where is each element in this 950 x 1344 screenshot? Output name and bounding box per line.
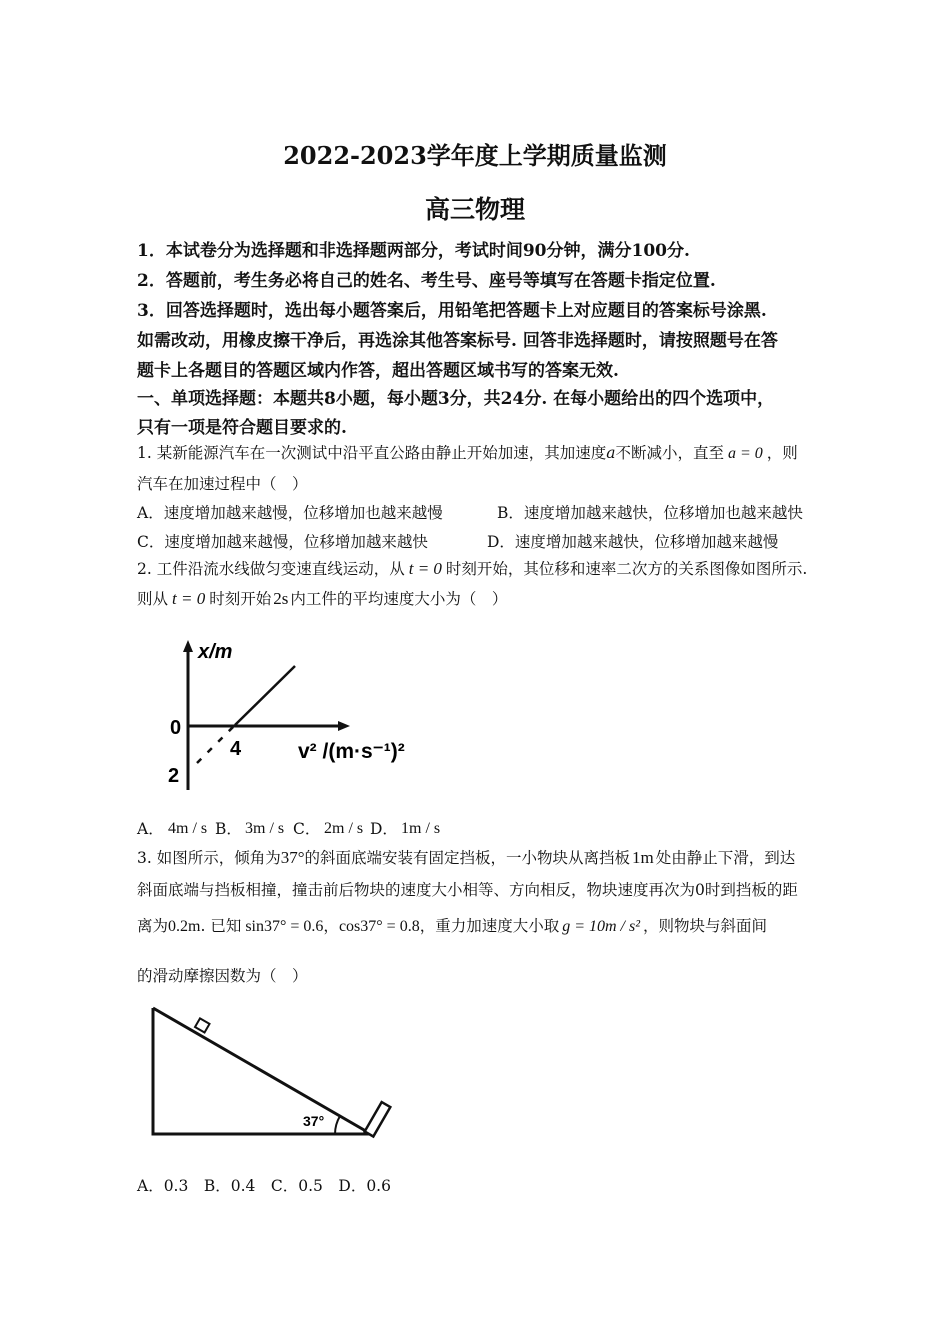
q2-origin-label: 0 — [170, 717, 182, 739]
q2-option-a-label: A． — [137, 820, 164, 838]
q2-x-tick-label: 4 — [230, 738, 242, 760]
q1-stem-line-2: 汽车在加速过程中（ ） — [137, 475, 308, 493]
q2-text-a: 2. 工件沿流水线做匀变速直线运动，从 — [137, 560, 405, 578]
q3-text-l3i: ，则物块与斜面间 — [643, 917, 768, 935]
q2-graph-line — [235, 666, 295, 725]
q2-option-b-value: 3m / s — [245, 820, 285, 837]
q3-stem-line-2: 斜面底端与挡板相撞，撞击前后物块的速度大小相等、方向相反，物块速度再次为0时到挡板的距 — [137, 881, 798, 899]
q1-option-c: C．速度增加越来越慢，位移增加越来越快 — [137, 533, 428, 551]
q3-math-sin: sin37° = 0.6 — [245, 918, 324, 935]
q2-y-label: x/m — [198, 641, 233, 663]
q3-text-l3e: ， — [323, 917, 339, 935]
q2-text-c: 时刻开始，其位移和速率二次方的关系图像如图所示. — [445, 560, 808, 578]
q1-math-a-zero: a = 0 — [727, 445, 763, 462]
q3-block — [195, 1018, 210, 1032]
q2-option-b-label: B． — [215, 820, 242, 838]
q2-text-l2e: 内工件的平均速度大小为（ ） — [290, 590, 508, 608]
q3-math-37deg: 37° — [280, 848, 305, 867]
q3-text-c: 的斜面底端安装有固定挡板，一小物块从离挡板 — [304, 849, 631, 867]
q2-x-label: v² /(m·s⁻¹)² — [298, 740, 405, 763]
q3-figure — [145, 1000, 405, 1145]
q2-stem-line-1 — [137, 557, 807, 579]
q3-math-cos: cos37° = 0.8 — [338, 918, 420, 935]
q3-text-a: 3. 如图所示，倾角为 — [137, 849, 281, 867]
q3-angle-label: 37° — [303, 1113, 325, 1129]
q1-text-e: ，则 — [766, 444, 798, 462]
q2-graph — [150, 630, 480, 800]
q2-math-t0-2: t = 0 — [172, 589, 206, 608]
q2-option-d-value: 1m / s — [401, 820, 441, 837]
q3-stem-line-4: 的滑动摩擦因数为（ ） — [137, 967, 308, 985]
section-heading-line-2: 只有一项是符合题目要求的. — [137, 418, 347, 438]
q2-stem-line-2 — [137, 587, 507, 609]
q3-stem-line-3 — [137, 914, 767, 936]
page-title: 2022-2023学年度上学期质量监测 — [283, 141, 667, 170]
q1-var-a: a — [606, 444, 616, 462]
q3-math-1m: 1m — [632, 848, 654, 867]
section-heading-line-1: 一、单项选择题：本题共8小题，每小题3分，共24分. 在每小题给出的四个选项中， — [137, 389, 775, 409]
q2-math-2s: 2s — [273, 589, 289, 608]
q2-y-arrow-icon — [183, 640, 193, 652]
note-3-line-3: 题卡上各题目的答题区域内作答，超出答题区域书写的答案无效. — [137, 361, 619, 381]
q2-option-d-label: D． — [370, 820, 398, 838]
q3-text-l3a: 离为 — [137, 917, 169, 935]
note-1: 1．本试卷分为选择题和非选择题两部分，考试时间90分钟，满分100分. — [137, 241, 690, 261]
q3-options: A．0.3 B．0.4 C．0.5 D．0.6 — [137, 1177, 391, 1195]
q1-option-d: D．速度增加越来越快，位移增加越来越慢 — [487, 533, 779, 551]
q3-incline-slope — [153, 1008, 371, 1134]
q1-text-a: 1. 某新能源汽车在一次测试中沿平直公路由静止开始加速，其加速度 — [137, 444, 607, 462]
note-2: 2．答题前，考生务必将自己的姓名、考生号、座号等填写在答题卡指定位置. — [137, 271, 716, 291]
q1-text-c: 不断减小，直至 — [615, 444, 724, 462]
q2-text-l2a: 则从 — [137, 590, 169, 608]
q1-option-a: A．速度增加越来越慢，位移增加也越来越慢 — [137, 504, 443, 522]
page-subtitle: 高三物理 — [424, 195, 525, 224]
q3-math-g: g = 10m / s² — [562, 918, 641, 935]
note-3-line-1: 3．回答选择题时，选出每小题答案后，用铅笔把答题卡上对应题目的答案标号涂黑. — [137, 301, 767, 321]
q2-x-arrow-icon — [338, 721, 350, 731]
q2-option-c-value: 2m / s — [324, 820, 364, 837]
q3-math-02m: 0.2m — [168, 918, 201, 935]
q3-text-l3g: ，重力加速度大小取 — [419, 917, 560, 935]
q2-option-c-label: C． — [293, 820, 321, 838]
q3-stem-line-1 — [137, 846, 795, 868]
q3-text-l3c: . 已知 — [200, 917, 242, 935]
q3-text-e: 处由静止下滑，到达 — [655, 849, 796, 867]
q2-option-a-value: 4m / s — [168, 820, 208, 837]
q1-stem-line-1 — [137, 441, 798, 463]
q1-option-b: B．速度增加越来越快，位移增加也越来越快 — [497, 504, 803, 522]
q3-angle-arc — [335, 1116, 340, 1134]
note-3-line-2: 如需改动，用橡皮擦干净后，再选涂其他答案标号. 回答非选择题时，请按照题号在答 — [137, 331, 778, 351]
q2-y-tick-label: 2 — [168, 765, 180, 787]
q2-text-l2c: 时刻开始 — [209, 590, 272, 608]
q3-barrier — [365, 1102, 391, 1136]
q2-math-t0: t = 0 — [408, 559, 442, 578]
